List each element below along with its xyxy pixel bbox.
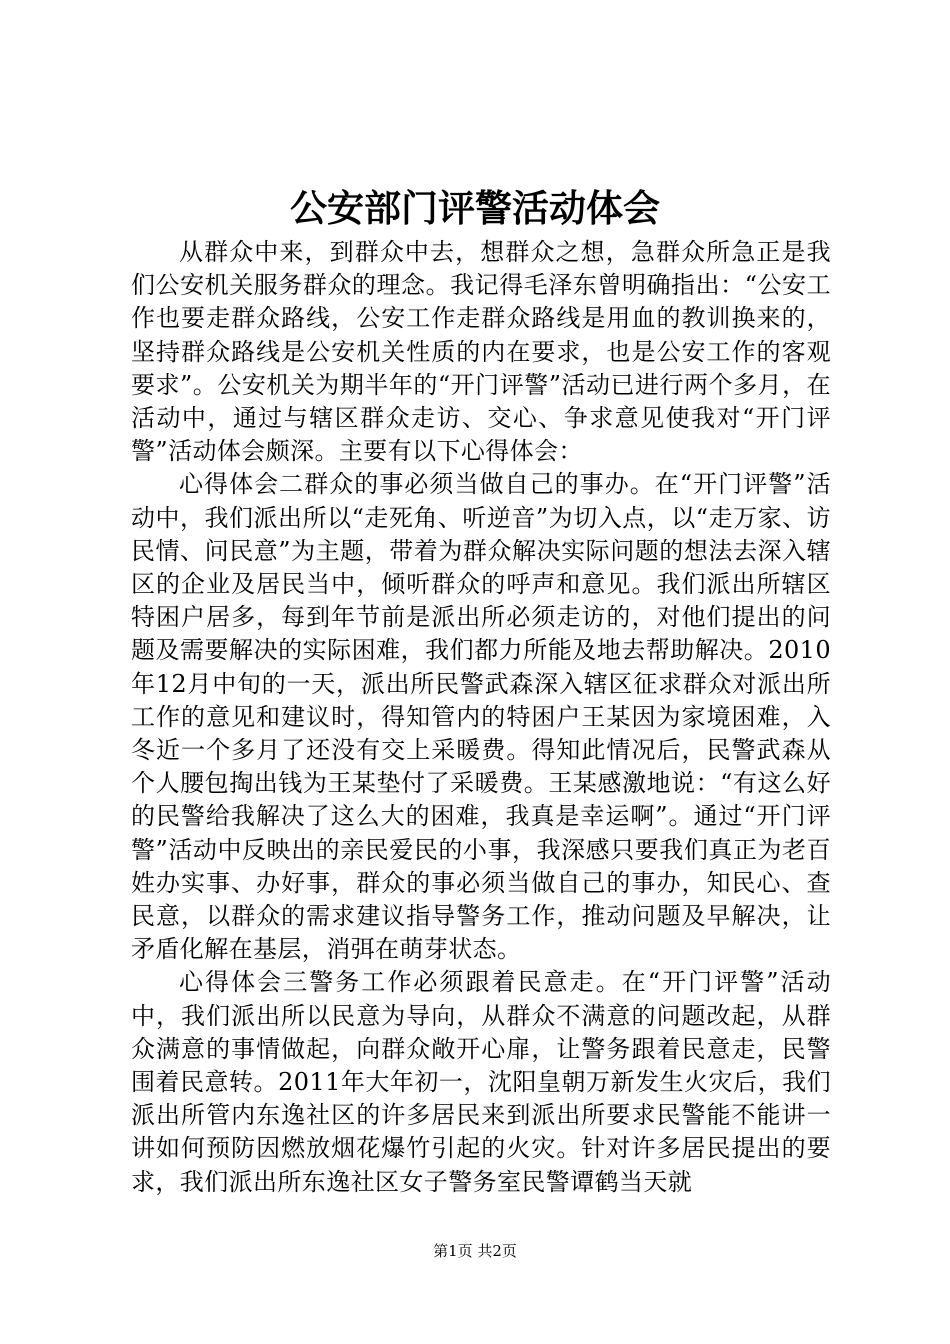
page-number-footer: 第1页 共2页 [433,1242,517,1260]
document-body [131,236,831,1199]
paragraph-experience-two: 心得体会二群众的事必须当做自己的事办。在“开门评警”活动中，我们派出所以“走死角、听逆音”为切入点，以“走万家、访民情、问民意”为主题，带着为群众解决实际问题的想法去深入辖区的企业及居民当中，倾听群众的呼声和意见。我们派出所辖区特困户居多，每到年节前是派出所必须走访的，对他们提出的问题及需要解决的实际困难，我们都力所能及地去帮助解决。2010年12月中旬的一天，派出所民警武森深入辖区征求群众对派出所工作的意见和建议时，得知管内的特困户王某因为家境困难，入冬近一个多月了还没有交上采暖费。得知此情况后，民警武森从个人腰包掏出钱为王某垫付了采暖费。王某感激地说：“有这么好的民警给我解决了这么大的困难，我真是幸运啊”。通过“开门评警”活动中反映出的亲民爱民的小事，我深感只要我们真正为老百姓办实事、办好事，群众的事必须当做自己的事办，知民心、查民意，以群众的需求建议指导警务工作，推动问题及早解决，让矛盾化解在基层，消弭在萌芽状态。 [131,470,831,964]
paragraph-intro: 从群众中来，到群众中去，想群众之想，急群众所急正是我们公安机关服务群众的理念。我记得毛泽东曾明确指出：“公安工作也要走群众路线，公安工作走群众路线是用血的教训换来的，坚持群众路线是公安机关性质的内在要求，也是公安工作的客观要求”。公安机关为期半年的“开门评警”活动已进行两个多月，在活动中，通过与辖区群众走访、交心、争求意见使我对“开门评警”活动体会颇深。主要有以下心得体会： [131,238,831,466]
document-title: 公安部门评警活动体会 [290,186,660,230]
paragraph-experience-three: 心得体会三警务工作必须跟着民意走。在“开门评警”活动中，我们派出所以民意为导向，从群众不满意的问题改起，从群众满意的事情做起，向群众敞开心扉，让警务跟着民意走，民警围着民意转。2011年大年初一，沈阳皇朝万新发生火灾后，我们派出所管内东逸社区的许多居民来到派出所要求民警能不能讲一讲如何预防因燃放烟花爆竹引起的火灾。针对许多居民提出的要求，我们派出所东逸社区女子警务室民警谭鹤当天就 [131,968,831,1196]
